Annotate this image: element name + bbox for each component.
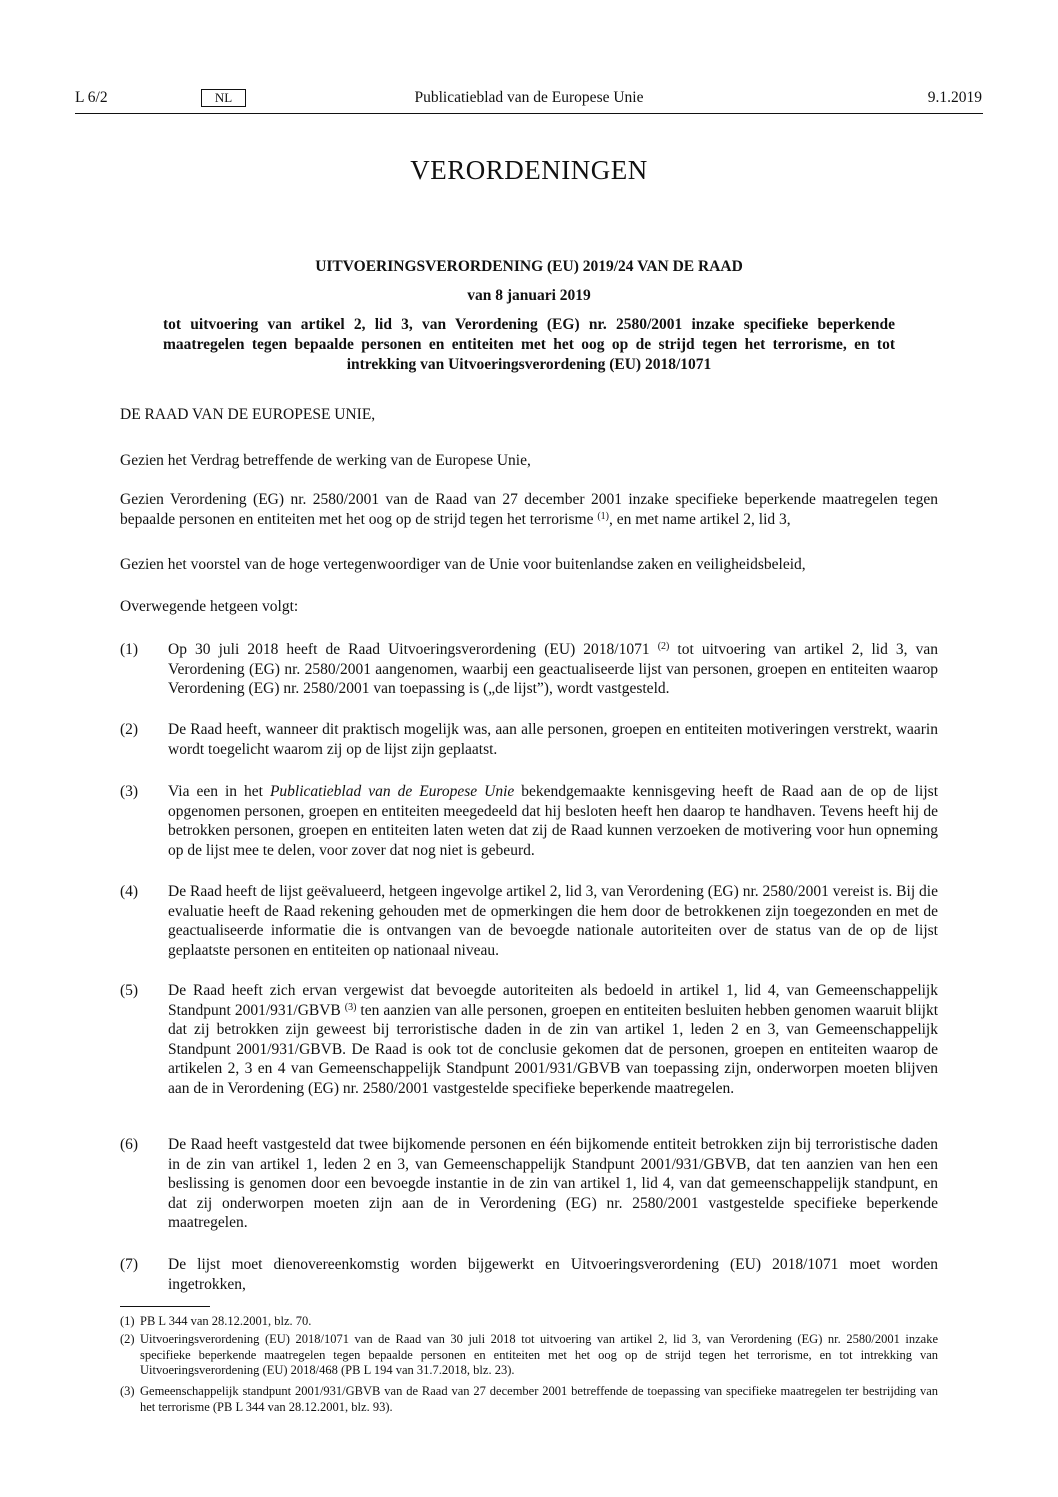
footnote-ref-1[interactable]: (1)	[597, 510, 609, 522]
publication-name: Publicatieblad van de Europese Unie	[414, 89, 644, 106]
recital-number: (7)	[120, 1256, 139, 1273]
preamble-author: DE RAAD VAN DE EUROPESE UNIE,	[120, 406, 376, 423]
language-badge: NL	[201, 89, 246, 107]
recital-text: De Raad heeft, wanneer dit praktisch mogelijk was, aan alle personen, groepen en entiteiten motiveringen verstrekt, waarin wordt toegelicht waarom zij op de lijst zijn geplaatst.	[168, 721, 938, 758]
footnote-number: (1)	[120, 1314, 135, 1328]
whereas-intro: Overwegende hetgeen volgt:	[120, 598, 299, 615]
recital-text: De lijst moet dienovereenkomstig worden bijgewerkt en Uitvoeringsverordening (EU) 2018/1071 moet worden ingetrokken,	[168, 1256, 938, 1293]
footnote-number: (3)	[120, 1384, 135, 1398]
section-title: VERORDENINGEN	[410, 155, 648, 185]
citation-treaty: Gezien het Verdrag betreffende de werking van de Europese Unie,	[120, 452, 531, 469]
journal-name-italic: Publicatieblad van de Europese Unie	[269, 783, 515, 800]
regulation-subject: tot uitvoering van artikel 2, lid 3, van Verordening (EG) nr. 2580/2001 inzake specifieke beperkende maatregelen tegen bepaalde personen en entiteiten met het oog op de strijd tegen het terrorisme, en tot intrekking van Uitvoeringsverordening (EU) 2018/1071	[163, 316, 895, 373]
footnote-number: (2)	[120, 1332, 135, 1346]
regulation-date: van 8 januari 2019	[467, 287, 591, 304]
citation-regulation: Gezien Verordening (EG) nr. 2580/2001 van de Raad van 27 december 2001 inzake specifieke beperkende maatregelen tegen bepaalde personen en entiteiten met het oog op de strijd tegen het terrorisme $^{(1)}$, en met name artikel 2, lid 3,	[120, 491, 938, 528]
page-reference: L 6/2	[75, 89, 108, 106]
recital-text: De Raad heeft zich ervan vergewist dat bevoegde autoriteiten als bedoeld in artikel 1, lid 4, van Gemeenschappelijk Standpunt 2001/931/GBVB $^{(3)}$ ten aanzien van alle personen, groepen en entiteiten besluiten hebben genomen waaruit blijkt dat zij betrokken zijn geweest bij terroristische daden in de zin van artikel 1, leden 2 en 3, van Gemeenschappelijk Standpunt 2001/931/GBVB. De Raad is ook tot de conclusie gekomen dat de personen, groepen en entiteiten waarop de artikelen 2, 3 en 4 van Gemeenschappelijk Standpunt 2001/931/GBVB van toepassing zijn, onderworpen moeten blijven aan de in Verordening (EG) nr. 2580/2001 vastgestelde specifieke beperkende maatregelen.	[168, 982, 938, 1097]
footnote-text: PB L 344 van 28.12.2001, blz. 70.	[140, 1314, 312, 1328]
recital-number: (1)	[120, 641, 139, 658]
recital-number: (2)	[120, 721, 139, 738]
regulation-title: UITVOERINGSVERORDENING (EU) 2019/24 VAN DE RAAD	[315, 258, 743, 275]
recital-number: (6)	[120, 1136, 139, 1153]
recital-number: (5)	[120, 982, 139, 999]
citation-proposal: Gezien het voorstel van de hoge vertegenwoordiger van de Unie voor buitenlandse zaken en veiligheidsbeleid,	[120, 556, 806, 573]
recital-text: Via een in het Publicatieblad van de Europese Unie bekendgemaakte kennisgeving heeft de Raad aan de op de lijst opgenomen personen, groepen en entiteiten meegedeeld dat hij besloten heeft hen daarop te handhaven. Tevens heeft hij de betrokken personen, groepen en entiteiten laten weten dat zij de Raad kunnen verzoeken de motivering voor hun opneming op de lijst mee te delen, voor zover dat nog niet is gebeurd.	[168, 783, 938, 859]
footnote-ref-2[interactable]: (2)	[657, 641, 670, 652]
footnote-text: Uitvoeringsverordening (EU) 2018/1071 van de Raad van 30 juli 2018 tot uitvoering van artikel 2, lid 3, van Verordening (EG) nr. 2580/2001 inzake specifieke beperkende maatregelen tegen bepaalde personen en entiteiten met het oog op de strijd tegen het terrorisme, en tot intrekking van Uitvoeringsverordening (EU) 2018/468 (PB L 194 van 31.7.2018, blz. 23).	[140, 1332, 938, 1377]
publication-date: 9.1.2019	[927, 89, 982, 106]
recital-number: (4)	[120, 883, 139, 900]
recital-number: (3)	[120, 783, 139, 800]
header-divider	[75, 113, 983, 114]
footnote-text: Gemeenschappelijk standpunt 2001/931/GBVB van de Raad van 27 december 2001 betreffende de toepassing van specifieke maatregelen ter bestrijding van het terrorisme (PB L 344 van 28.12.2001, blz. 93).	[140, 1384, 938, 1414]
recital-text: De Raad heeft de lijst geëvalueerd, hetgeen ingevolge artikel 2, lid 3, van Verordening (EG) nr. 2580/2001 vereist is. Bij die evaluatie heeft de Raad rekening gehouden met de opmerkingen die hem door de betrokkenen zijn toegezonden en met de geactualiseerde informatie die is ontvangen van de bevoegde nationale autoriteiten over de status van de op de lijst geplaatste personen en entiteiten op nationaal niveau.	[168, 883, 938, 959]
recital-text: De Raad heeft vastgesteld dat twee bijkomende personen en één bijkomende entiteit betrokken zijn bij terroristische daden in de zin van artikel 1, leden 2 en 3, van Gemeenschappelijk Standpunt 2001/931/GBVB, dat ten aanzien van hen een beslissing is genomen door een bevoegde instantie in de zin van artikel 1, lid 4, van dat gemeenschappelijk standpunt, en dat zij onderworpen moeten zijn aan de in Verordening (EG) nr. 2580/2001 vastgestelde specifieke beperkende maatregelen.	[168, 1136, 938, 1231]
footnote-ref-3[interactable]: (3)	[344, 1001, 357, 1013]
footnote-divider	[120, 1306, 210, 1307]
recital-text: Op 30 juli 2018 heeft de Raad Uitvoeringsverordening (EU) 2018/1071 $^{(2)}$ tot uitvoering van artikel 2, lid 3, van Verordening (EG) nr. 2580/2001 aangenomen, waarbij een geactualiseerde lijst van personen, groepen en entiteiten waarop Verordening (EG) nr. 2580/2001 van toepassing is („de lijst”), wordt vastgesteld.	[168, 641, 938, 697]
